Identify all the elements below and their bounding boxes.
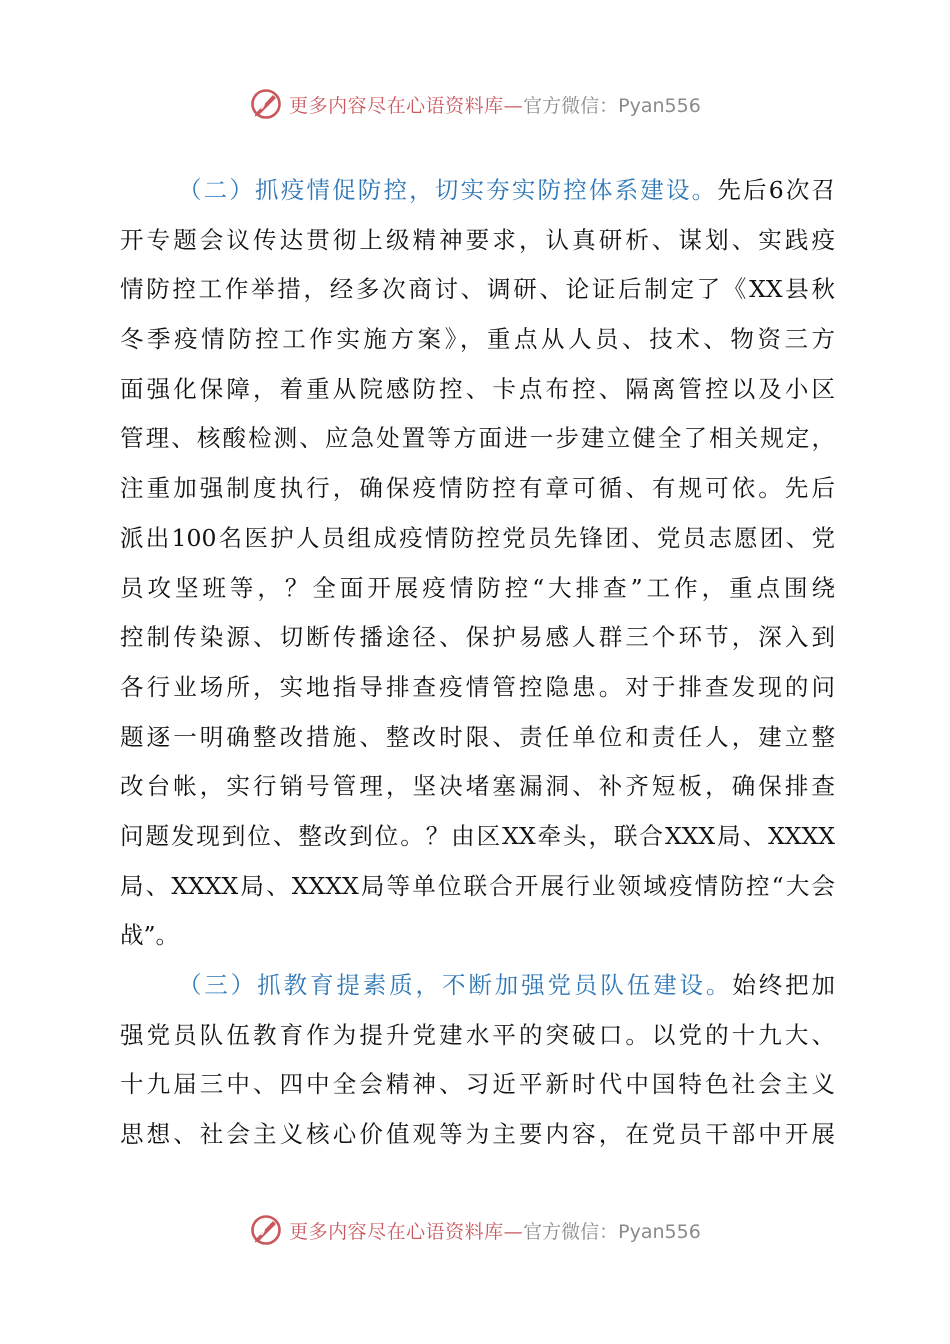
header-contact-text: 官方微信：Pyan556 [523,94,701,117]
body-line: 员攻坚班等，？全面开展疫情防控“大排查”工作，重点围绕 [120,573,835,602]
body-line: 各行业场所，实地指导排查疫情管控隐患。对于排查发现的问 [120,672,835,701]
section-heading-2: （二）抓疫情促防控，切实夯实防控体系建设。 [178,176,718,204]
body-line: 问题发现到位、整改到位。？由区XX牵头，联合XXX局、XXXX [120,821,835,850]
document-body [120,168,835,1162]
body-line-text: 先后6次召 [717,176,835,204]
body-line [120,168,835,218]
header-brand-text: 更多内容尽在心语资料库— [289,94,524,117]
pen-circle-logo-icon [249,1213,283,1247]
pen-circle-logo-icon [249,87,283,121]
body-line: 注重加强制度执行，确保疫情防控有章可循、有规可依。先后 [120,474,835,503]
body-line: 强党员队伍教育作为提升党建水平的突破口。以党的十九大、 [120,1020,835,1049]
body-line: 控制传染源、切断传播途径、保护易感人群三个环节，深入到 [120,623,835,652]
page-footer-banner [0,1208,950,1252]
body-line [120,963,835,1013]
footer-contact-text: 官方微信：Pyan556 [523,1220,701,1243]
body-line: 局、XXXX局、XXXX局等单位联合开展行业领域疫情防控“大会 [120,871,835,900]
body-line: 十九届三中、四中全会精神、习近平新时代中国特色社会主义 [120,1070,835,1099]
body-line-text: 始终把加 [732,971,835,999]
body-line: 改台帐，实行销号管理，坚决堵塞漏洞、补齐短板，确保排查 [120,772,835,801]
section-heading-3: （三）抓教育提素质，不断加强党员队伍建设。 [178,971,733,999]
body-line: 题逐一明确整改措施、整改时限、责任单位和责任人，建立整 [120,722,835,751]
body-line: 冬季疫情防控工作实施方案》，重点从人员、技术、物资三方 [120,325,835,354]
body-line: 管理、核酸检测、应急处置等方面进一步建立健全了相关规定， [120,424,835,453]
body-line: 思想、社会主义核心价值观等为主要内容，在党员干部中开展 [120,1120,835,1149]
body-line: 开专题会议传达贯彻上级精神要求，认真研析、谋划、实践疫 [120,225,835,254]
body-line: 情防控工作举措，经多次商讨、调研、论证后制定了《XX县秋 [120,275,835,304]
footer-brand-text: 更多内容尽在心语资料库— [289,1220,524,1243]
body-line: 派出100名医护人员组成疫情防控党员先锋团、党员志愿团、党 [120,523,835,552]
page-header-banner [0,82,950,126]
body-line: 面强化保障，着重从院感防控、卡点布控、隔离管控以及小区 [120,374,835,403]
body-line: 战”。 [120,921,180,950]
